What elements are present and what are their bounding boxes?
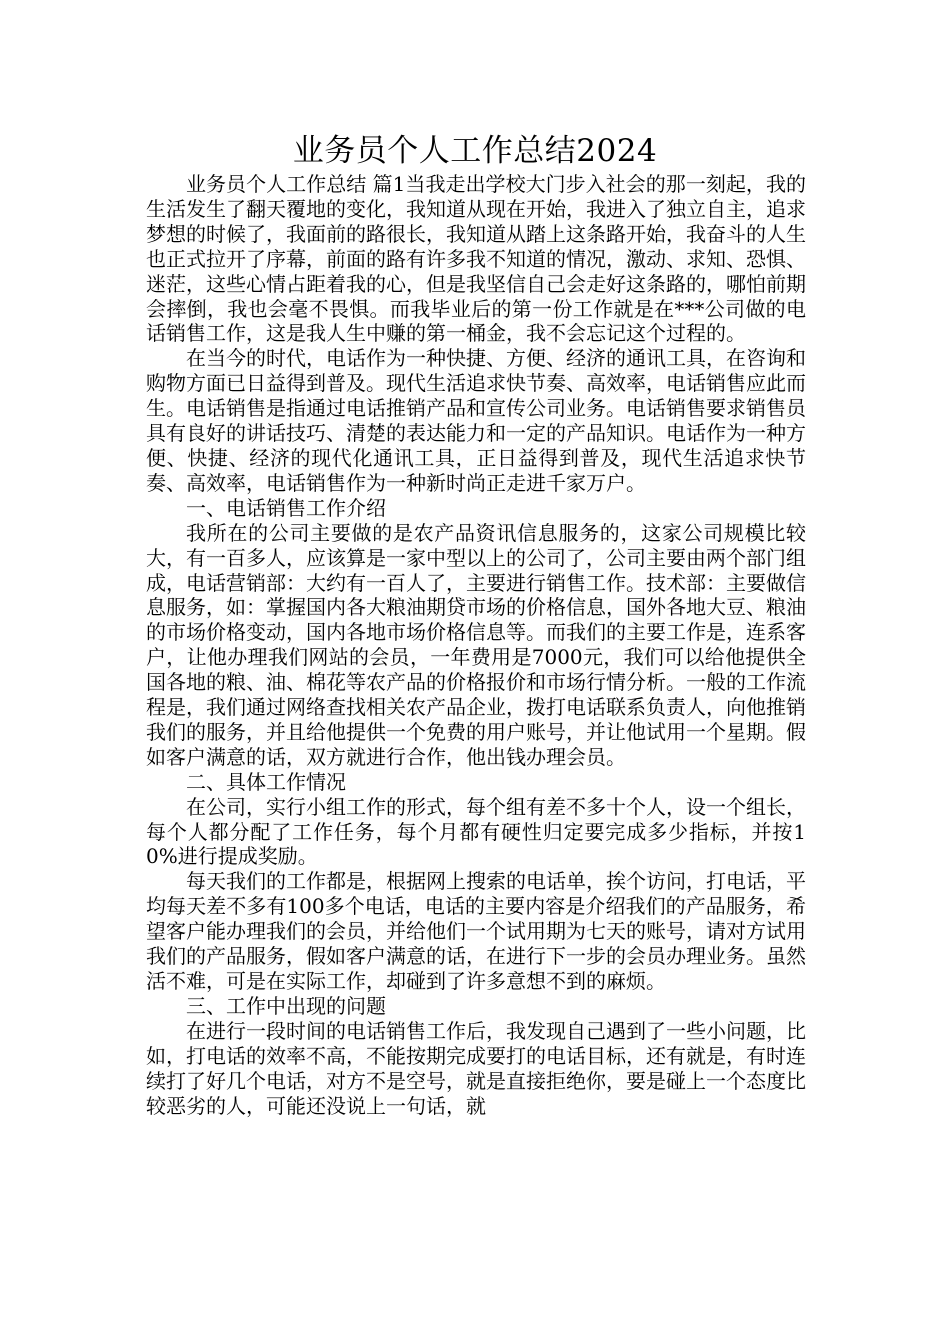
- document-body: [146, 172, 806, 1118]
- paragraph-company-intro: 我所在的公司主要做的是农产品资讯信息服务的，这家公司规模比较大，有一百多人，应该算是一家中型以上的公司了，公司主要由两个部门组成，电话营销部：大约有一百人了，主要进行销售工作。技术部：主要做信息服务，如：掌握国内各大粮油期贷市场的价格信息，国外各地大豆、粮油的市场价格变动，国内各地市场价格信息等。而我们的主要工作是，连系客户，让他办理我们网站的会员，一年费用是7000元，我们可以给他提供全国各地的粮、油、棉花等农产品的价格报价和市场行情分析。一般的工作流程是，我们通过网络查找相关农产品企业，拨打电话联系负责人，向他推销我们的服务，并且给他提供一个免费的用户账号，并让他试用一个星期。假如客户满意的话，双方就进行合作，他出钱办理会员。: [146, 520, 806, 769]
- paragraph-daily-work: 每天我们的工作都是，根据网上搜索的电话单，挨个访问，打电话，平均每天差不多有100多个电话，电话的主要内容是介绍我们的产品服务，希望客户能办理我们的会员，并给他们一个试用期为七天的账号，请对方试用我们的产品服务，假如客户满意的话，在进行下一步的会员办理业务。虽然活不难，可是在实际工作，却碰到了许多意想不到的麻烦。: [146, 869, 806, 993]
- section-heading-3: 三、工作中出现的问题: [186, 993, 386, 1018]
- section-heading-2: 二、具体工作情况: [186, 769, 346, 794]
- paragraph-intro: 业务员个人工作总结 篇1当我走出学校大门步入社会的那一刻起，我的生活发生了翻天覆地的变化，我知道从现在开始，我进入了独立自主，追求梦想的时候了，我面前的路很长，我知道从踏上这条路开始，我奋斗的人生也正式拉开了序幕，前面的路有许多我不知道的情况，激动、求知、恐惧、迷茫，这些心情占距着我的心，但是我坚信自己会走好这条路的，哪怕前期会摔倒，我也会毫不畏惧。而我毕业后的第一份工作就是在***公司做的电话销售工作，这是我人生中赚的第一桶金，我不会忘记这个过程的。: [146, 172, 806, 346]
- paragraph-telephone-sales: 在当今的时代，电话作为一种快捷、方便、经济的通讯工具，在咨询和购物方面已日益得到普及。现代生活追求快节奏、高效率，电话销售应此而生。电话销售是指通过电话推销产品和宣传公司业务。电话销售要求销售员具有良好的讲话技巧、清楚的表达能力和一定的产品知识。电话作为一种方便、快捷、经济的现代化通讯工具，正日益得到普及，现代生活追求快节奏、高效率，电话销售作为一种新时尚正走进千家万户。: [146, 346, 806, 495]
- paragraph-team-work: 在公司，实行小组工作的形式，每个组有差不多十个人，设一个组长，每个人都分配了工作任务，每个月都有硬性归定要完成多少指标，并按10%进行提成奖励。: [146, 794, 806, 869]
- document-title: 业务员个人工作总结2024: [292, 133, 658, 169]
- section-heading-1: 一、电话销售工作介绍: [186, 495, 386, 520]
- paragraph-problems: 在进行一段时间的电话销售工作后，我发现自己遇到了一些小问题，比如，打电话的效率不高，不能按期完成要打的电话目标，还有就是，有时连续打了好几个电话，对方不是空号，就是直接拒绝你，要是碰上一个态度比较恶劣的人，可能还没说上一句话，就: [146, 1018, 806, 1118]
